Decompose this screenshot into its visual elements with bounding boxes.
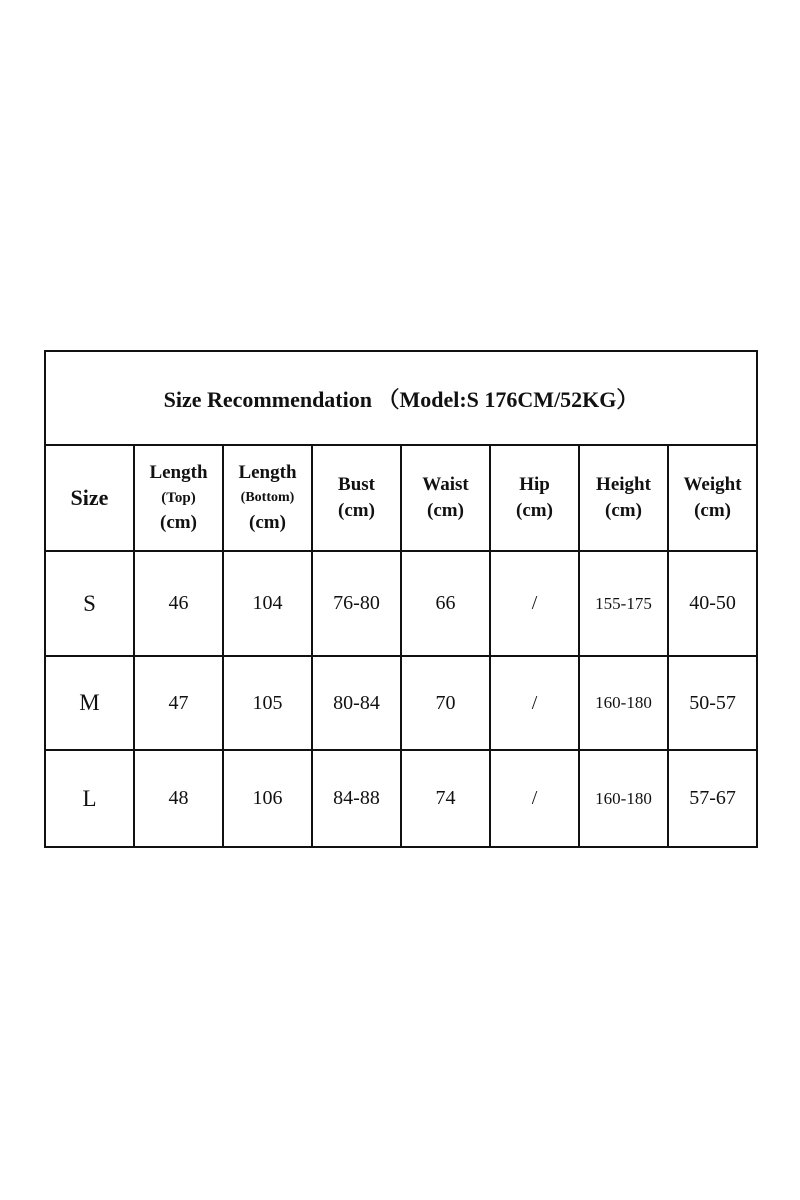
length-top-cell: 47 xyxy=(134,656,223,750)
header-weight xyxy=(668,445,757,551)
waist-cell: 74 xyxy=(401,750,490,847)
header-hip xyxy=(490,445,579,551)
header-height xyxy=(579,445,668,551)
waist-cell: 70 xyxy=(401,656,490,750)
header-hip-label: Hip xyxy=(519,474,550,495)
header-height-label: Height xyxy=(596,474,651,495)
height-cell: 155-175 xyxy=(579,551,668,656)
header-length-bottom xyxy=(223,445,312,551)
table-row xyxy=(45,750,757,847)
table-row xyxy=(45,551,757,656)
header-waist xyxy=(401,445,490,551)
length-top-cell: 48 xyxy=(134,750,223,847)
size-cell: S xyxy=(45,551,134,656)
length-bottom-cell: 105 xyxy=(223,656,312,750)
length-bottom-cell: 104 xyxy=(223,551,312,656)
header-weight-label: Weight xyxy=(683,474,742,495)
header-height-unit: (cm) xyxy=(605,500,642,521)
header-hip-unit: (cm) xyxy=(516,500,553,521)
hip-cell: / xyxy=(490,750,579,847)
bust-cell: 84-88 xyxy=(312,750,401,847)
header-row xyxy=(45,445,757,551)
height-cell: 160-180 xyxy=(579,750,668,847)
weight-cell: 50-57 xyxy=(668,656,757,750)
waist-cell: 66 xyxy=(401,551,490,656)
header-weight-unit: (cm) xyxy=(694,500,731,521)
header-length-bottom-qualifier: (Bottom) xyxy=(240,490,295,505)
header-length-top xyxy=(134,445,223,551)
hip-cell: / xyxy=(490,551,579,656)
header-length-bottom-unit: (cm) xyxy=(249,512,286,533)
size-cell: L xyxy=(45,750,134,847)
hip-cell: / xyxy=(490,656,579,750)
length-top-cell: 46 xyxy=(134,551,223,656)
length-bottom-cell: 106 xyxy=(223,750,312,847)
title-row xyxy=(45,351,757,445)
header-length-top-qualifier: (Top) xyxy=(161,490,196,506)
header-waist-label: Waist xyxy=(422,474,469,495)
size-cell: M xyxy=(45,656,134,750)
bust-cell: 76-80 xyxy=(312,551,401,656)
weight-cell: 57-67 xyxy=(668,750,757,847)
header-length-top-unit: (cm) xyxy=(160,512,197,533)
size-recommendation-table xyxy=(44,350,758,848)
height-cell: 160-180 xyxy=(579,656,668,750)
table-title: Size Recommendation （Model:S 176CM/52KG） xyxy=(45,351,757,445)
table-row xyxy=(45,656,757,750)
header-length-bottom-label: Length xyxy=(238,462,297,483)
header-length-top-label: Length xyxy=(149,462,208,483)
header-size: Size xyxy=(45,445,134,551)
bust-cell: 80-84 xyxy=(312,656,401,750)
header-bust-unit: (cm) xyxy=(338,500,375,521)
weight-cell: 40-50 xyxy=(668,551,757,656)
header-waist-unit: (cm) xyxy=(427,500,464,521)
header-bust-label: Bust xyxy=(338,474,375,495)
header-bust xyxy=(312,445,401,551)
